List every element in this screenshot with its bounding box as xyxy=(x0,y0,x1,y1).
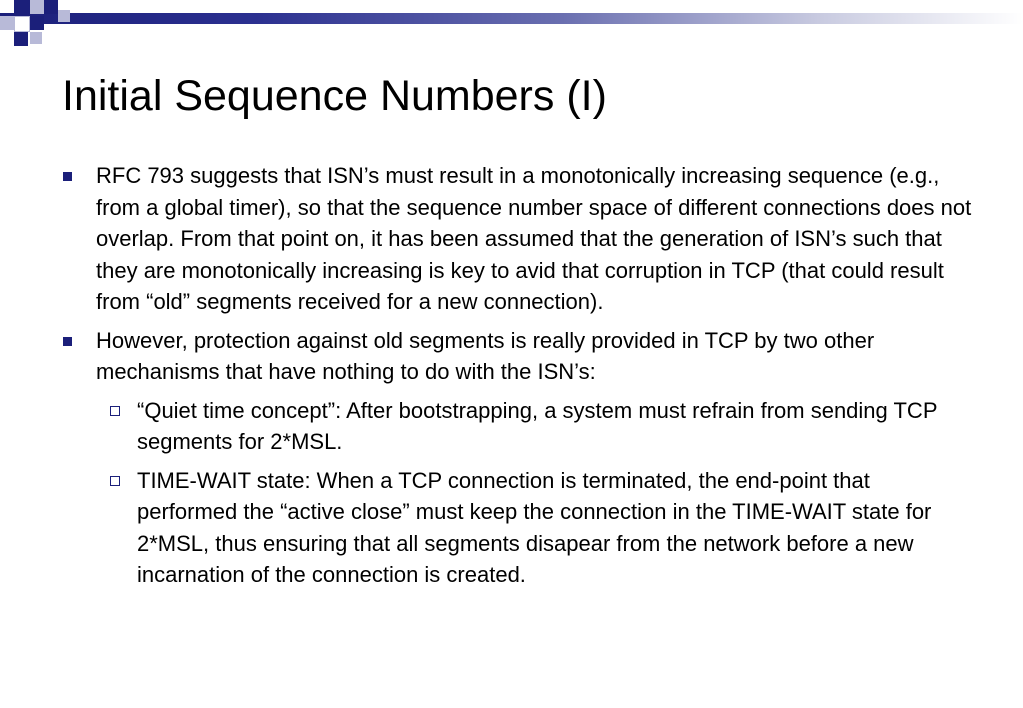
decor-square xyxy=(44,0,58,14)
slide-body xyxy=(62,160,972,598)
bullet-text: RFC 793 suggests that ISN’s must result in a monotonically increasing sequence (e.g., from a global timer), so that the sequence number space of different connections does not overlap. From that point on, it has been assumed that the generation of ISN’s such that they are monotonically increasing is key to avid that corruption in TCP (that could result from “old” segments received for a new connection). xyxy=(96,163,972,314)
decor-square xyxy=(58,10,70,22)
hollow-square-bullet-icon xyxy=(110,406,120,416)
header-gradient-bar xyxy=(0,13,1023,24)
slide-title: Initial Sequence Numbers (I) xyxy=(62,72,607,120)
decor-square xyxy=(14,16,30,32)
square-bullet-icon xyxy=(63,172,72,181)
decor-square xyxy=(0,16,14,30)
sub-bullet-list xyxy=(62,395,972,591)
corner-squares-decoration xyxy=(0,0,80,52)
bullet-item xyxy=(62,325,972,388)
bullet-item xyxy=(62,160,972,318)
sub-bullet-item xyxy=(62,395,972,458)
sub-bullet-item xyxy=(62,465,972,591)
bullet-text: However, protection against old segments is really provided in TCP by two other mechanisms that have nothing to do with the ISN’s: xyxy=(96,327,875,384)
sub-bullet-text: TIME-WAIT state: When a TCP connection is terminated, the end-point that performed the “active close” must keep the connection in the TIME-WAIT state for 2*MSL, thus ensuring that all segments disapear from the network before a new incarnation of the connection is created. xyxy=(137,467,932,587)
decor-square xyxy=(30,16,44,30)
decor-square xyxy=(14,0,30,16)
decor-square xyxy=(30,0,44,14)
decor-square xyxy=(30,32,42,44)
sub-bullet-text: “Quiet time concept”: After bootstrapping, a system must refrain from sending TCP segments for 2*MSL. xyxy=(137,397,938,454)
decor-square xyxy=(14,32,28,46)
square-bullet-icon xyxy=(63,337,72,346)
hollow-square-bullet-icon xyxy=(110,476,120,486)
